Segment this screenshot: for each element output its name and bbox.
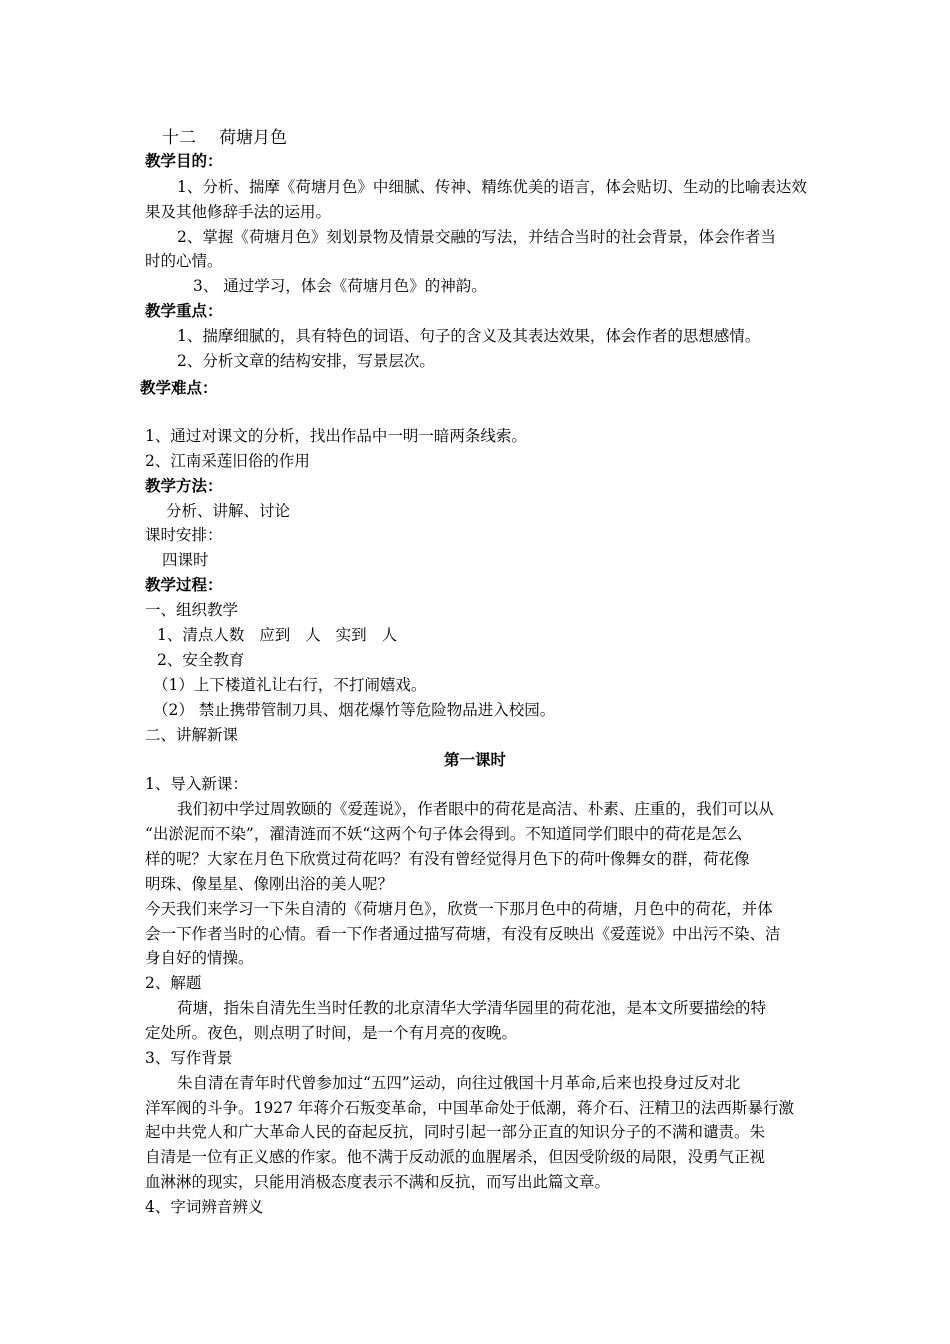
background-line-1: 朱自清在青年时代曾参加过“五四”运动，向往过俄国十月革命,后来也投身过反对北 xyxy=(177,1074,741,1092)
intro-paragraph-2-line-1: 今天我们来学习一下朱自清的《荷塘月色》，欣赏一下那月色中的荷塘，月色中的荷花，并体 xyxy=(145,900,773,918)
process-part-2: 二、讲解新课 xyxy=(145,726,239,744)
safety-rule-2: （2） 禁止携带管制刀具、烟花爆竹等危险物品进入校园。 xyxy=(153,701,556,719)
background-line-3: 起中共党人和广大革命人民的奋起反抗，同时引起一部分正直的知识分子的不满和谴责。朱 xyxy=(145,1123,766,1141)
process-heading: 教学过程： xyxy=(145,575,223,594)
lesson-number: 十二 xyxy=(162,128,196,148)
lesson-1-heading: 第一课时 xyxy=(443,750,506,769)
safety-rule-1: （1）上下楼道礼让右行，不打闹嬉戏。 xyxy=(153,676,427,694)
intro-paragraph-2-line-2: 会一下作者当时的心情。看一下作者通过描写荷塘，有没有反映出《爱莲说》中出污不染、洁 xyxy=(145,925,781,943)
lesson-title: 荷塘月色 xyxy=(219,128,287,148)
process-part-1: 一、组织教学 xyxy=(145,601,239,619)
methods-heading: 教学方法： xyxy=(145,476,223,495)
schedule-text: 四课时 xyxy=(162,551,209,569)
objective-2-line-1: 2、掌握《荷塘月色》刻划景物及情景交融的写法，并结合当时的社会背景，体会作者当 xyxy=(177,228,776,246)
background-line-5: 血淋淋的现实，只能用消极态度表示不满和反抗，而写出此篇文章。 xyxy=(145,1173,611,1191)
schedule-heading: 课时安排： xyxy=(145,526,223,544)
objective-1-line-1: 1、分析、揣摩《荷塘月色》中细腻、传神、精练优美的语言，体会贴切、生动的比喻表达效 xyxy=(177,178,807,196)
background-heading: 3、写作背景 xyxy=(145,1049,233,1067)
intro-heading: 1、导入新课： xyxy=(145,775,248,793)
intro-paragraph-1-line-3: 样的呢？大家在月色下欣赏过荷花吗？有没有曾经觉得月色下的荷叶像舞女的群，荷花像 xyxy=(145,850,750,868)
objectives-heading: 教学目的： xyxy=(145,151,223,170)
objective-2-line-2: 时的心情。 xyxy=(145,252,223,270)
intro-paragraph-1-line-4: 明珠、像星星、像刚出浴的美人呢？ xyxy=(145,875,394,893)
safety-education: 2、安全教育 xyxy=(157,651,245,669)
explain-title-line-2: 定处所。夜色，则点明了时间，是一个有月亮的夜晚。 xyxy=(145,1024,518,1042)
intro-paragraph-1-line-1: 我们初中学过周敦颐的《爱莲说》，作者眼中的荷花是高洁、朴素、庄重的，我们可以从 xyxy=(177,800,774,818)
intro-paragraph-2-line-3: 身自好的情操。 xyxy=(145,949,254,967)
difficulties-heading: 教学难点： xyxy=(140,378,218,397)
background-line-2: 洋军阀的斗争。1927 年蒋介石叛变革命，中国革命处于低潮，蒋介石、汪精卫的法西斯暴行激 xyxy=(145,1099,794,1117)
objective-1-line-2: 果及其他修辞手法的运用。 xyxy=(145,203,332,221)
key-points-heading: 教学重点： xyxy=(145,301,223,320)
key-point-1: 1、揣摩细腻的，具有特色的词语、句子的含义及其表达效果，体会作者的思想感情。 xyxy=(177,327,761,345)
roll-call: 1、清点人数 应到 人 实到 人 xyxy=(157,626,398,644)
background-line-4: 自清是一位有正义感的作家。他不满于反动派的血腥屠杀，但因受阶级的局限，没勇气正视 xyxy=(145,1148,766,1166)
difficulty-1: 1、通过对课文的分析，找出作品中一明一暗两条线索。 xyxy=(145,427,527,445)
intro-paragraph-1-line-2: “出淤泥而不染”，濯清涟而不妖“这两个句子体会得到。不知道同学们眼中的荷花是怎么 xyxy=(145,825,743,843)
objective-3: 3、 通过学习，体会《荷塘月色》的神韵。 xyxy=(193,277,487,295)
difficulty-2: 2、江南采莲旧俗的作用 xyxy=(145,452,310,470)
words-heading: 4、字词辨音辨义 xyxy=(145,1198,264,1216)
explain-title-line-1: 荷塘，指朱自清先生当时任教的北京清华大学清华园里的荷花池，是本文所要描绘的特 xyxy=(177,999,767,1017)
key-point-2: 2、分析文章的结构安排，写景层次。 xyxy=(177,352,435,370)
methods-text: 分析、讲解、讨论 xyxy=(166,502,291,520)
explain-title-heading: 2、解题 xyxy=(145,974,202,992)
